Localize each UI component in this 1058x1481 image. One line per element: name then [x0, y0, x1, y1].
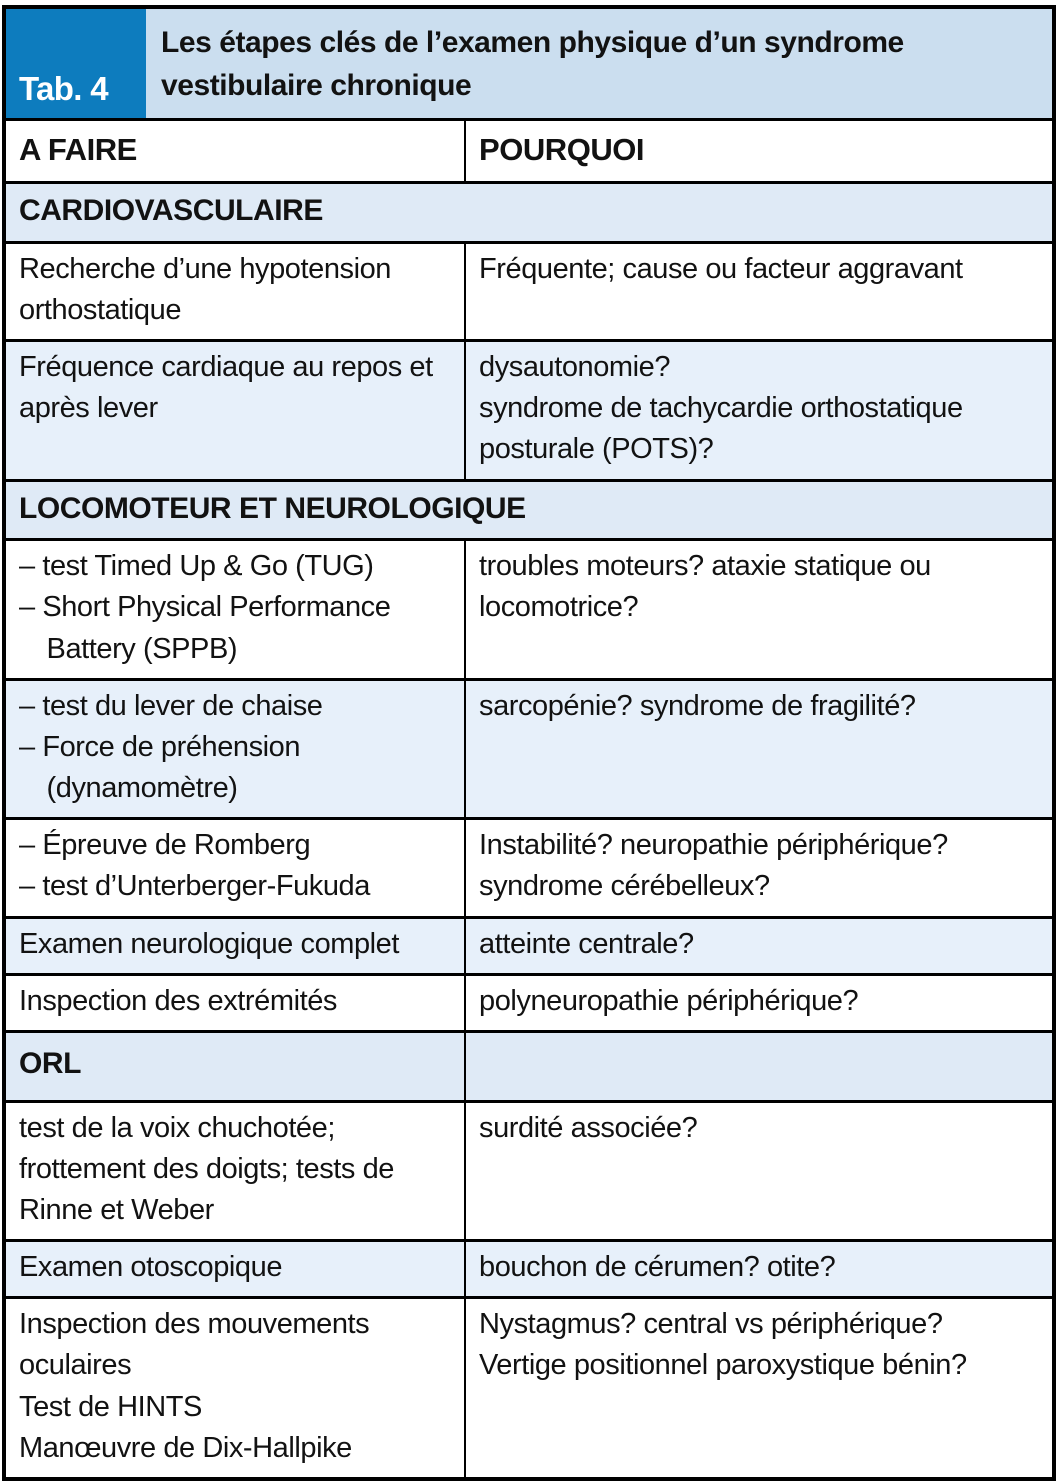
todo-list-item: – Épreuve de Romberg [19, 829, 311, 862]
table-row [6, 917, 1052, 974]
table-row [6, 1101, 1052, 1241]
column-header-a-faire: A FAIRE [6, 120, 465, 183]
why-cell: atteinte centrale? [465, 917, 1052, 974]
section-header-cardiovasculaire: CARDIOVASCULAIRE [6, 183, 1052, 243]
table-row [6, 974, 1052, 1031]
why-cell [465, 1298, 1052, 1477]
why-cell: troubles moteurs? ataxie statique ou locomotrice? [465, 540, 1052, 680]
todo-cell [6, 819, 465, 917]
column-header-row [6, 120, 1052, 183]
exam-table [6, 118, 1052, 1477]
table-row [6, 819, 1052, 917]
todo-line: Inspection des mouvements oculaires [19, 1308, 370, 1382]
why-line: syndrome de tachycardie orthostatique posturale (POTS)? [479, 392, 963, 466]
todo-cell: Fréquence cardiaque au repos et après lever [6, 341, 465, 481]
todo-list-item: – Short Physical Performance Battery (SPPB) [19, 591, 391, 665]
table-row [6, 540, 1052, 680]
todo-cell: Inspection des extrémités [6, 974, 465, 1031]
table-figure [2, 5, 1056, 1481]
why-line: Vertige positionnel paroxystique bénin? [479, 1349, 967, 1382]
section-header-orl: ORL [6, 1031, 465, 1101]
section-row-orl [6, 1031, 1052, 1101]
todo-cell [6, 679, 465, 819]
why-line: syndrome cérébelleux? [479, 870, 770, 903]
table-row [6, 679, 1052, 819]
todo-line: Test de HINTS [19, 1390, 202, 1423]
table-row [6, 1298, 1052, 1477]
why-line: Instabilité? neuropathie périphérique? [479, 829, 948, 862]
why-line: Nystagmus? central vs périphérique? [479, 1308, 943, 1341]
column-header-pourquoi: POURQUOI [465, 120, 1052, 183]
table-row [6, 1241, 1052, 1298]
todo-cell [6, 1298, 465, 1477]
todo-list-item: – test Timed Up & Go (TUG) [19, 550, 374, 583]
why-cell: Fréquente; cause ou facteur aggravant [465, 242, 1052, 340]
section-row-cardiovasculaire [6, 183, 1052, 243]
table-row [6, 341, 1052, 481]
todo-cell: Examen neurologique complet [6, 917, 465, 974]
todo-line: Manœuvre de Dix-Hallpike [19, 1431, 352, 1464]
why-cell [465, 819, 1052, 917]
todo-cell: test de la voix chuchotée; frottement des doigts; tests de Rinne et Weber [6, 1101, 465, 1241]
todo-list-item: – test d’Unterberger-Fukuda [19, 870, 370, 903]
section-header-locomoteur: LOCOMOTEUR ET NEUROLOGIQUE [6, 480, 1052, 540]
why-cell: surdité associée? [465, 1101, 1052, 1241]
table-row [6, 242, 1052, 340]
why-cell [465, 341, 1052, 481]
todo-list-item: – test du lever de chaise [19, 689, 323, 722]
table-title: Les étapes clés de l’examen physique d’un syndrome vestibulaire chronique [161, 26, 904, 102]
why-line: dysautonomie? [479, 351, 671, 384]
why-cell: sarcopénie? syndrome de fragilité? [465, 679, 1052, 819]
todo-list-item: – Force de préhension (dynamomètre) [19, 730, 301, 805]
table-title-band [6, 9, 1052, 118]
why-cell: bouchon de cérumen? otite? [465, 1241, 1052, 1298]
todo-cell: Recherche d’une hypotension orthostatique [6, 242, 465, 340]
why-cell: polyneuropathie périphérique? [465, 974, 1052, 1031]
section-row-locomoteur [6, 480, 1052, 540]
todo-cell: Examen otoscopique [6, 1241, 465, 1298]
table-number-badge: Tab. 4 [6, 9, 146, 118]
todo-cell [6, 540, 465, 680]
section-header-orl-empty-cell [465, 1031, 1052, 1101]
